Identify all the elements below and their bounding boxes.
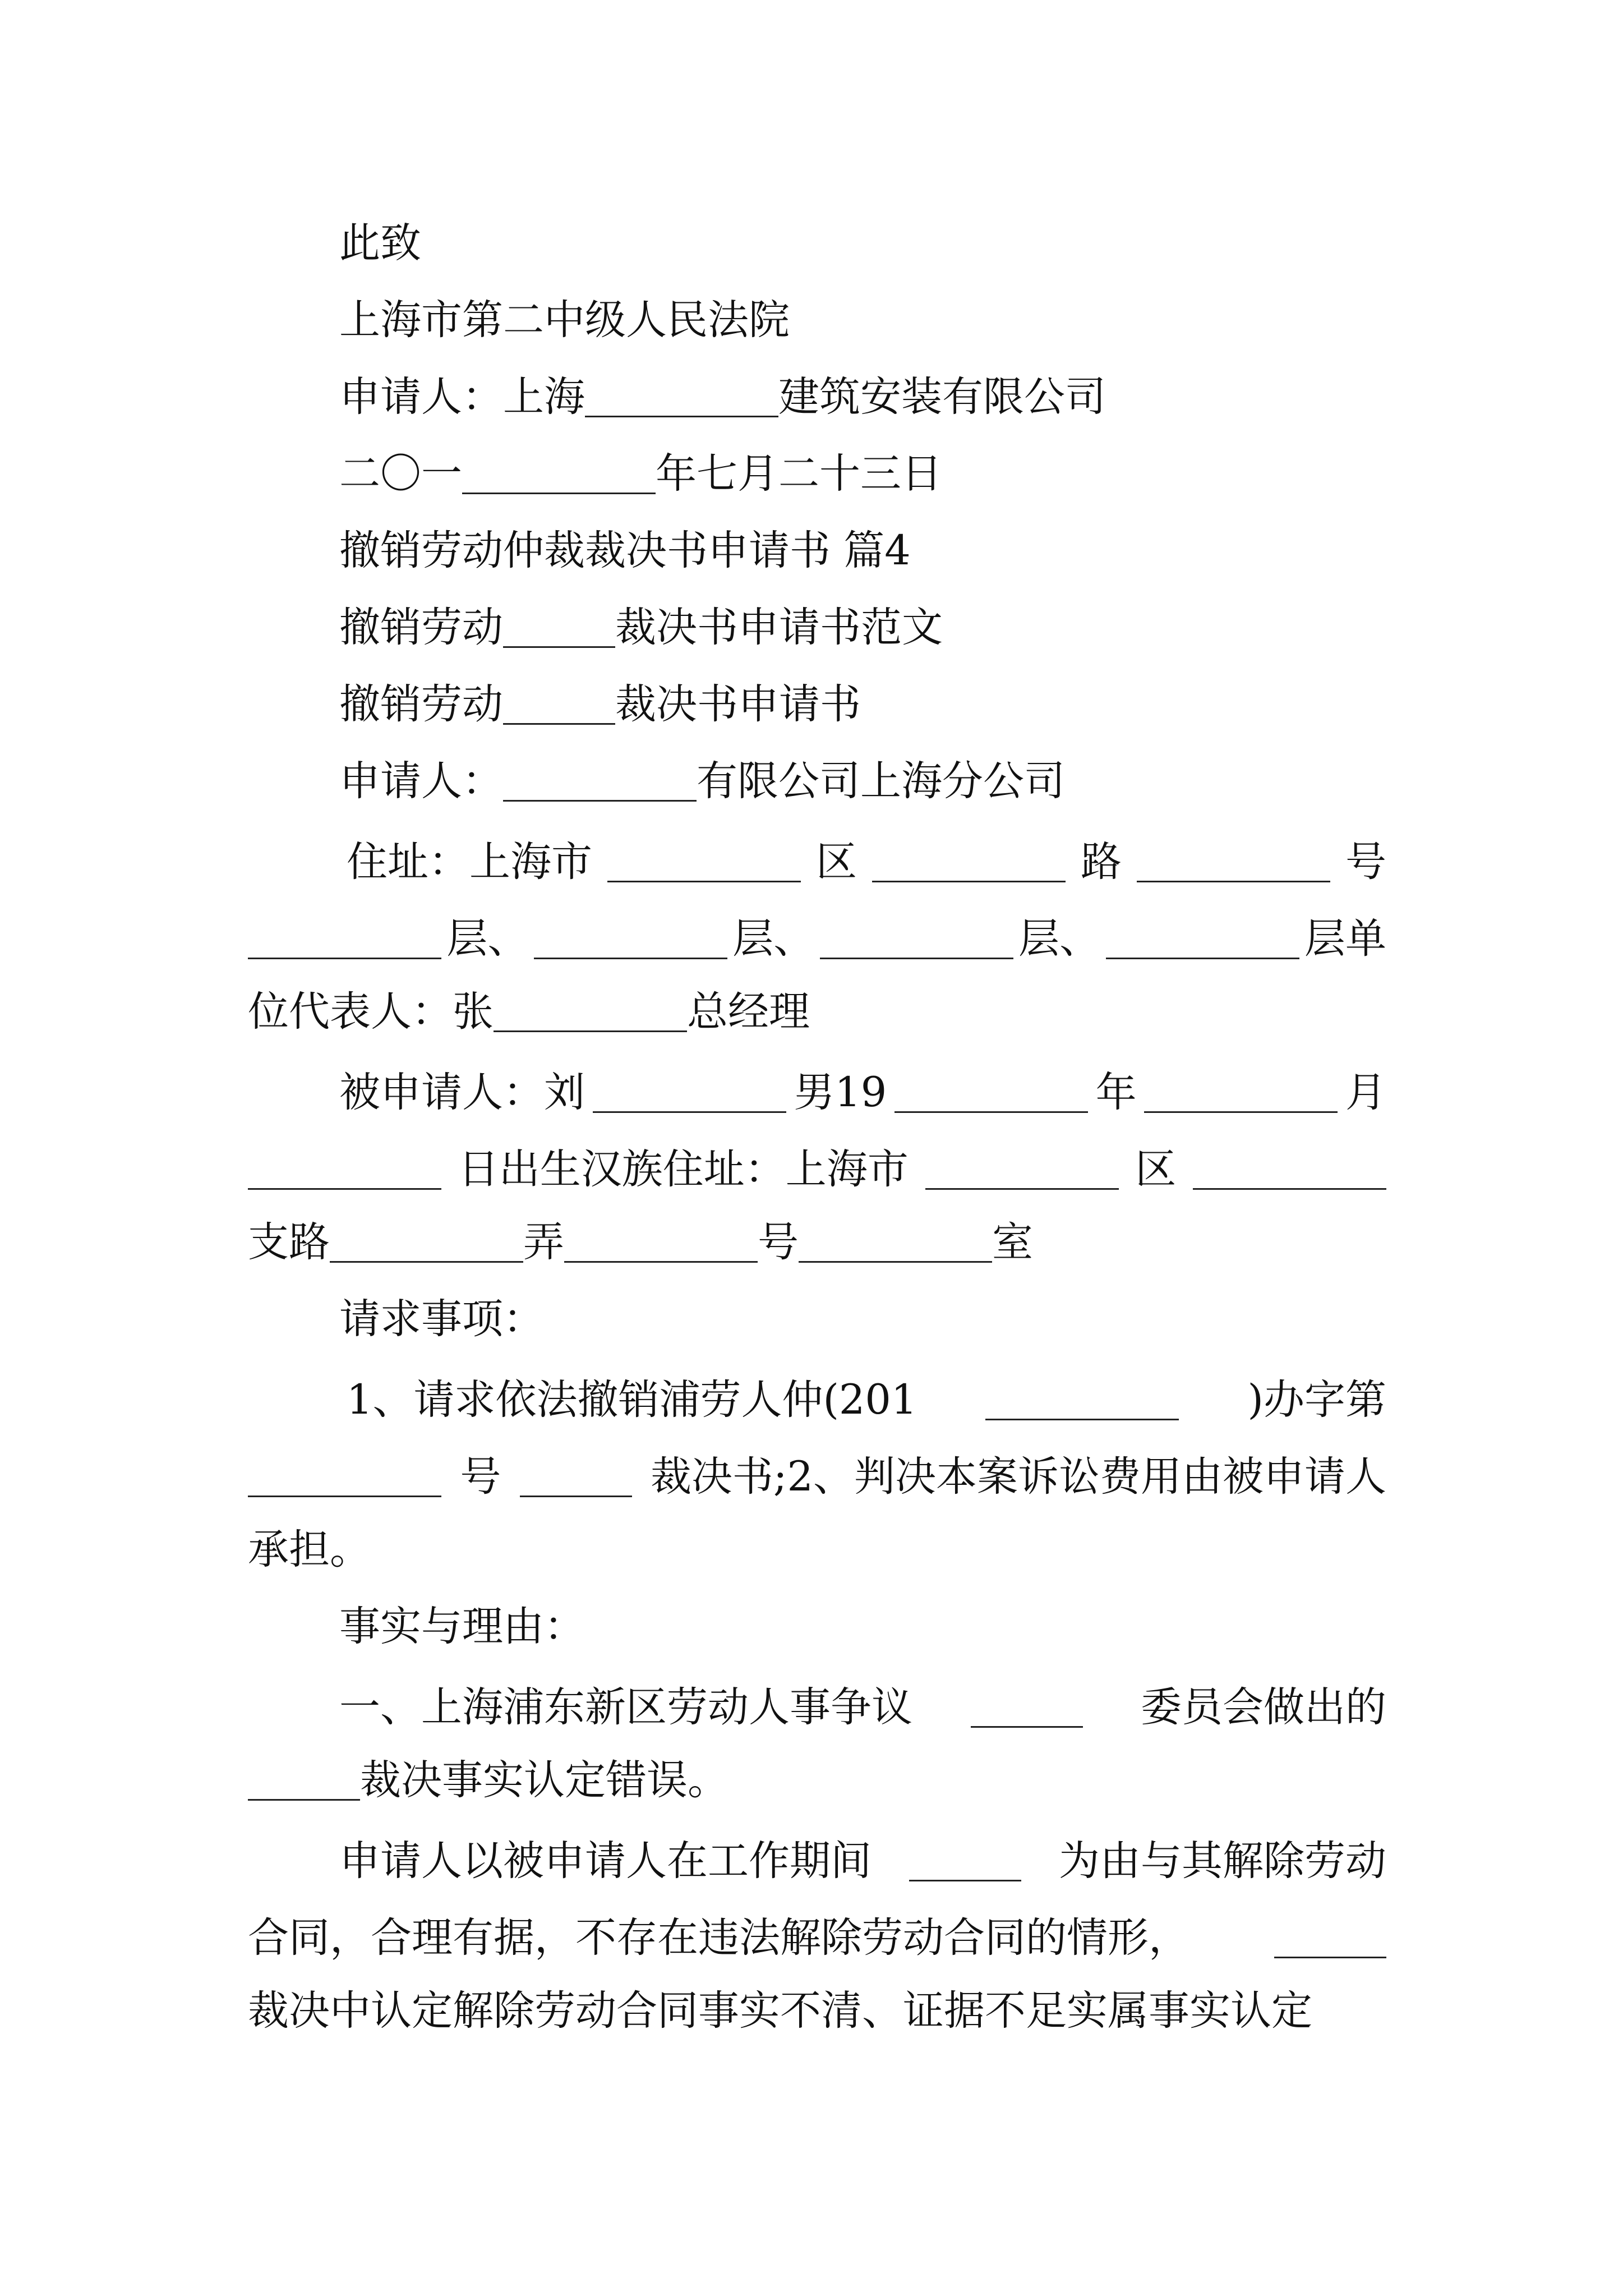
blank-field: [330, 1226, 523, 1263]
blank-field: [248, 1461, 441, 1497]
blank-field: [248, 923, 441, 959]
respondent-address-detail-line: 支路 弄 号 室: [248, 1218, 1033, 1266]
court-name: 上海市第二中级人民法院: [339, 296, 790, 344]
facts-heading: 事实与理由：: [339, 1603, 585, 1650]
blank-field: [925, 1153, 1119, 1190]
blank-field: [1274, 1922, 1386, 1958]
blank-field: [1193, 1153, 1386, 1190]
blank-field: [985, 1384, 1179, 1420]
blank-field: [1106, 923, 1299, 959]
applicant-company-line: 申请人： 有限公司上海分公司: [339, 757, 1065, 805]
blank-field: [520, 1461, 632, 1497]
blank-field: [895, 1076, 1088, 1113]
section-heading: 撤销劳动仲裁裁决书申请书 篇4: [339, 527, 911, 574]
facts-point-1: 一、上海浦东新区劳动人事争议 委员会做出的: [339, 1683, 1386, 1731]
blank-field: [799, 1226, 992, 1263]
blank-field: [909, 1845, 1021, 1881]
blank-field: [503, 611, 615, 648]
blank-field: [564, 1226, 758, 1263]
document-subtitle: 撤销劳动 裁决书申请书: [339, 680, 861, 728]
closing-salutation: 此致: [339, 219, 421, 267]
blank-field: [585, 381, 778, 417]
facts-paragraph-line-1: 申请人以被申请人在工作期间 为由与其解除劳动: [339, 1837, 1386, 1885]
blank-field: [494, 996, 687, 1032]
respondent-line: 被申请人：刘 男19 年 月: [339, 1069, 1386, 1116]
facts-paragraph-line-3: 裁决中认定解除劳动合同事实不清、证据不足实属事实认定: [248, 1987, 1312, 2035]
blank-field: [820, 923, 1013, 959]
respondent-birth-address-line: 日出生汉族住址：上海市 区: [248, 1145, 1386, 1190]
blank-field: [872, 846, 1066, 882]
blank-field: [1144, 1076, 1338, 1113]
blank-field: [248, 1764, 360, 1801]
blank-field: [1137, 846, 1330, 882]
document-title: 撤销劳动 裁决书申请书范文: [339, 604, 943, 651]
claim-item-end: 承担。: [248, 1526, 371, 1573]
blank-field: [503, 688, 615, 725]
applicant-line: 申请人：上海 建筑安装有限公司: [339, 373, 1106, 421]
blank-field: [248, 1153, 441, 1190]
facts-paragraph-line-2: 合同，合理有据，不存在违法解除劳动合同的情形，: [248, 1913, 1386, 1958]
representative-line: 位代表人：张 总经理: [248, 988, 810, 1036]
blank-field: [534, 923, 727, 959]
claims-heading: 请求事项：: [339, 1295, 544, 1343]
date-line: 二〇一 年七月二十三日: [339, 450, 942, 498]
claim-item-1: 1、请求依法撤销浦劳人仲(201 )办字第: [347, 1376, 1386, 1424]
blank-field: [593, 1076, 786, 1113]
blank-field: [607, 846, 801, 882]
claim-item-continued: 号 裁决书;2、判决本案诉讼费用由被申请人: [248, 1452, 1386, 1497]
blank-field: [503, 765, 697, 802]
blank-field: [971, 1691, 1083, 1728]
facts-point-1-continued: 裁决事实认定错误。: [248, 1760, 1386, 1805]
blank-field: [462, 458, 656, 494]
address-floors-line: 层、 层、 层、 层单: [248, 914, 1386, 959]
address-line: 住址：上海市 区 路 号: [347, 838, 1386, 886]
